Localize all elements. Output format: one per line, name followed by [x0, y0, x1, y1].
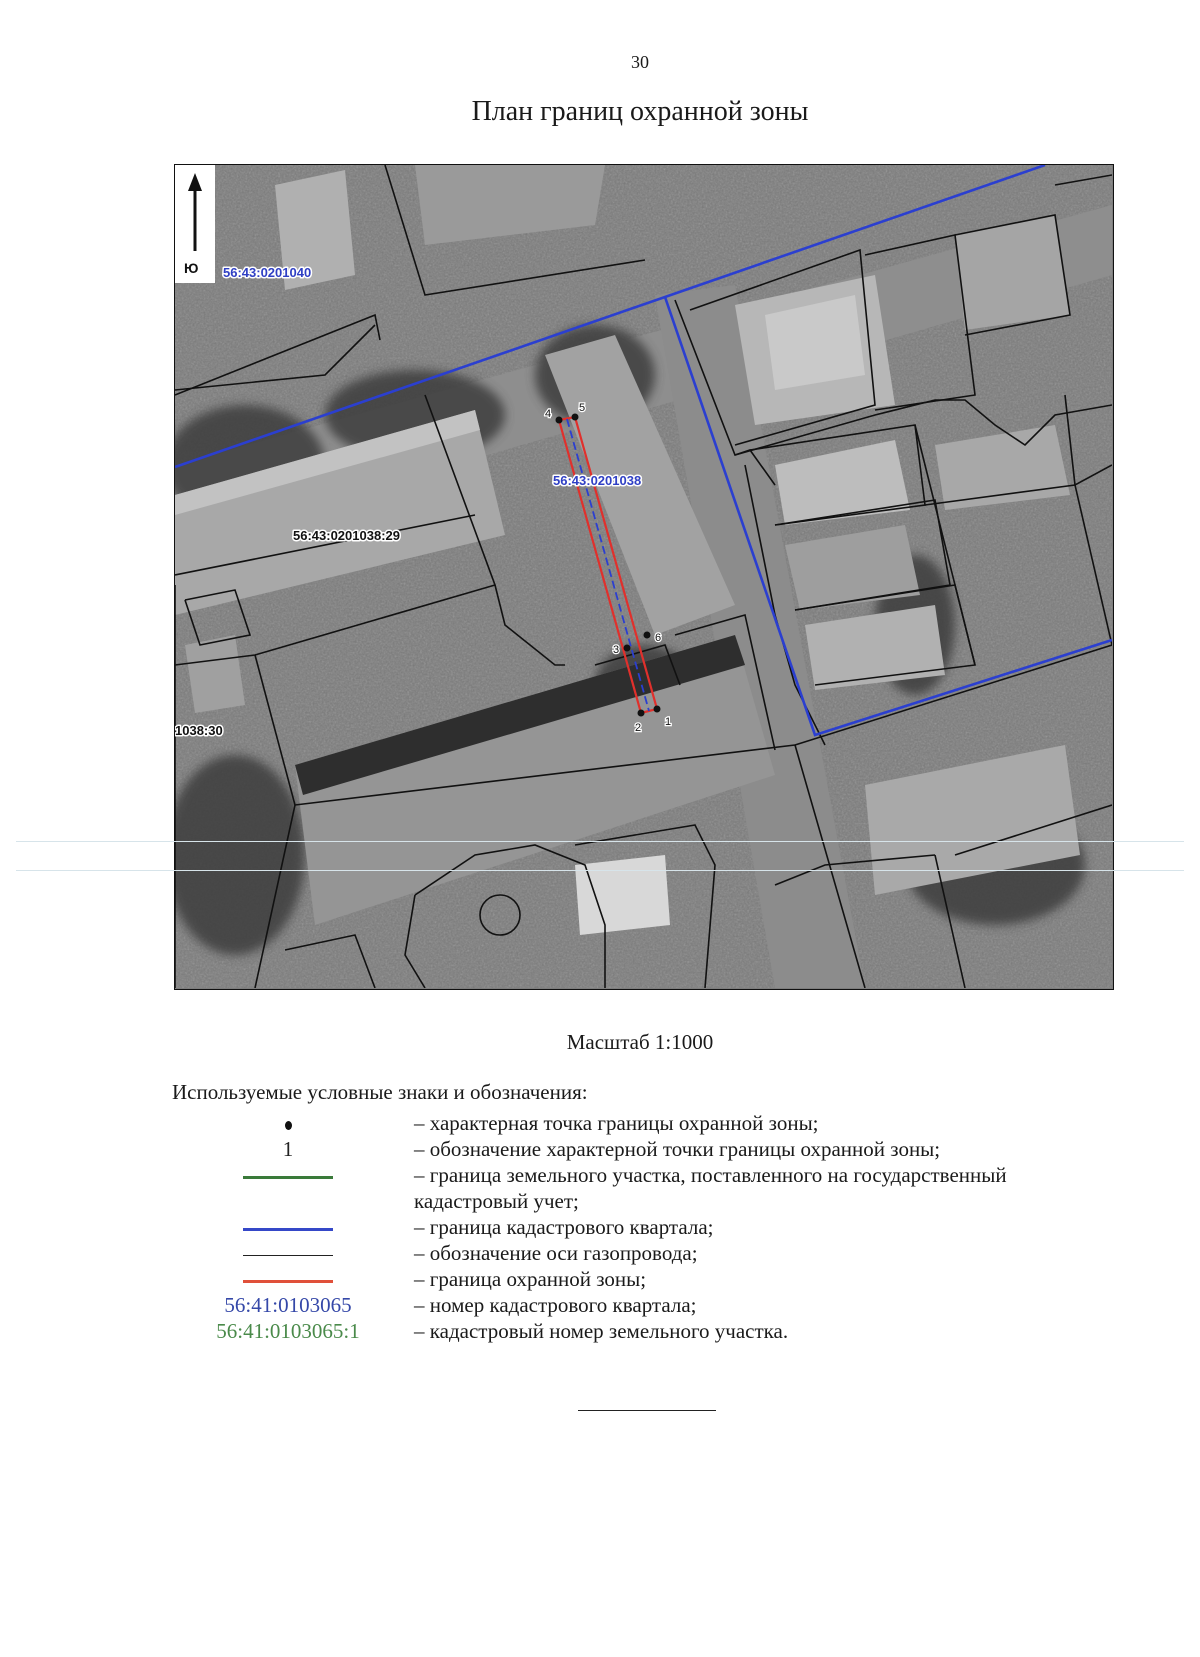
parcel-label-29: 56:43:0201038:29: [293, 528, 400, 543]
north-arrow-label: Ю: [184, 260, 199, 276]
legend-item-text: – граница кадастрового квартала;: [414, 1215, 714, 1239]
guide-line: [16, 870, 1184, 871]
legend-line-symbol: [172, 1162, 404, 1188]
legend-item-text: – обозначение характерной точки границы охранной зоны;: [414, 1137, 941, 1161]
legend-item-text: – номер кадастрового квартала;: [414, 1293, 697, 1317]
end-separator: [578, 1410, 716, 1411]
quarter-label-0201040: 56:43:0201040: [223, 265, 312, 280]
point-label-3: 3: [613, 644, 620, 656]
legend-item-text: – граница земельного участка, поставленного на государственный кадастровый учет;: [414, 1163, 1007, 1213]
point-label-1: 1: [665, 716, 672, 728]
legend-text-symbol: 56:41:0103065:1: [216, 1319, 360, 1343]
point-4: [556, 417, 563, 424]
cadastral-map[interactable]: [174, 164, 1114, 990]
legend-item-text: – кадастровый номер земельного участка.: [414, 1319, 789, 1343]
point-1: [654, 706, 661, 713]
legend-line-symbol: [172, 1240, 404, 1266]
point-6: [644, 632, 651, 639]
legend-heading: Используемые условные знаки и обозначения:: [172, 1080, 588, 1104]
point-label-2: 2: [635, 722, 642, 734]
point-3: [624, 645, 631, 652]
legend-line-symbol: [172, 1266, 404, 1292]
legend-item-text: – граница охранной зоны;: [414, 1267, 647, 1291]
page-title: План границ охранной зоны: [471, 96, 809, 127]
point-label-4: 4: [545, 408, 552, 420]
scale-caption: Масштаб 1:1000: [566, 1030, 714, 1054]
legend-item-text: – характерная точка границы охранной зоны;: [414, 1111, 819, 1135]
legend-dot-symbol: [172, 1110, 404, 1136]
legend-line-symbol: [172, 1214, 404, 1240]
legend-item-text: – обозначение оси газопровода;: [414, 1241, 698, 1265]
point-label-5: 5: [579, 402, 586, 414]
guide-line: [16, 841, 1184, 842]
quarter-label-0201038: 56:43:0201038: [553, 473, 642, 488]
aerial-imagery: [175, 165, 1112, 988]
map-canvas: [175, 165, 1112, 988]
legend-text-symbol: 1: [282, 1137, 294, 1161]
parcel-label-30: 1038:30: [175, 723, 223, 738]
point-2: [638, 710, 645, 717]
page-number: 30: [631, 52, 649, 72]
north-arrow: [175, 165, 215, 283]
point-5: [572, 414, 579, 421]
point-label-6: 6: [655, 632, 662, 644]
legend-text-symbol: 56:41:0103065: [224, 1293, 352, 1317]
